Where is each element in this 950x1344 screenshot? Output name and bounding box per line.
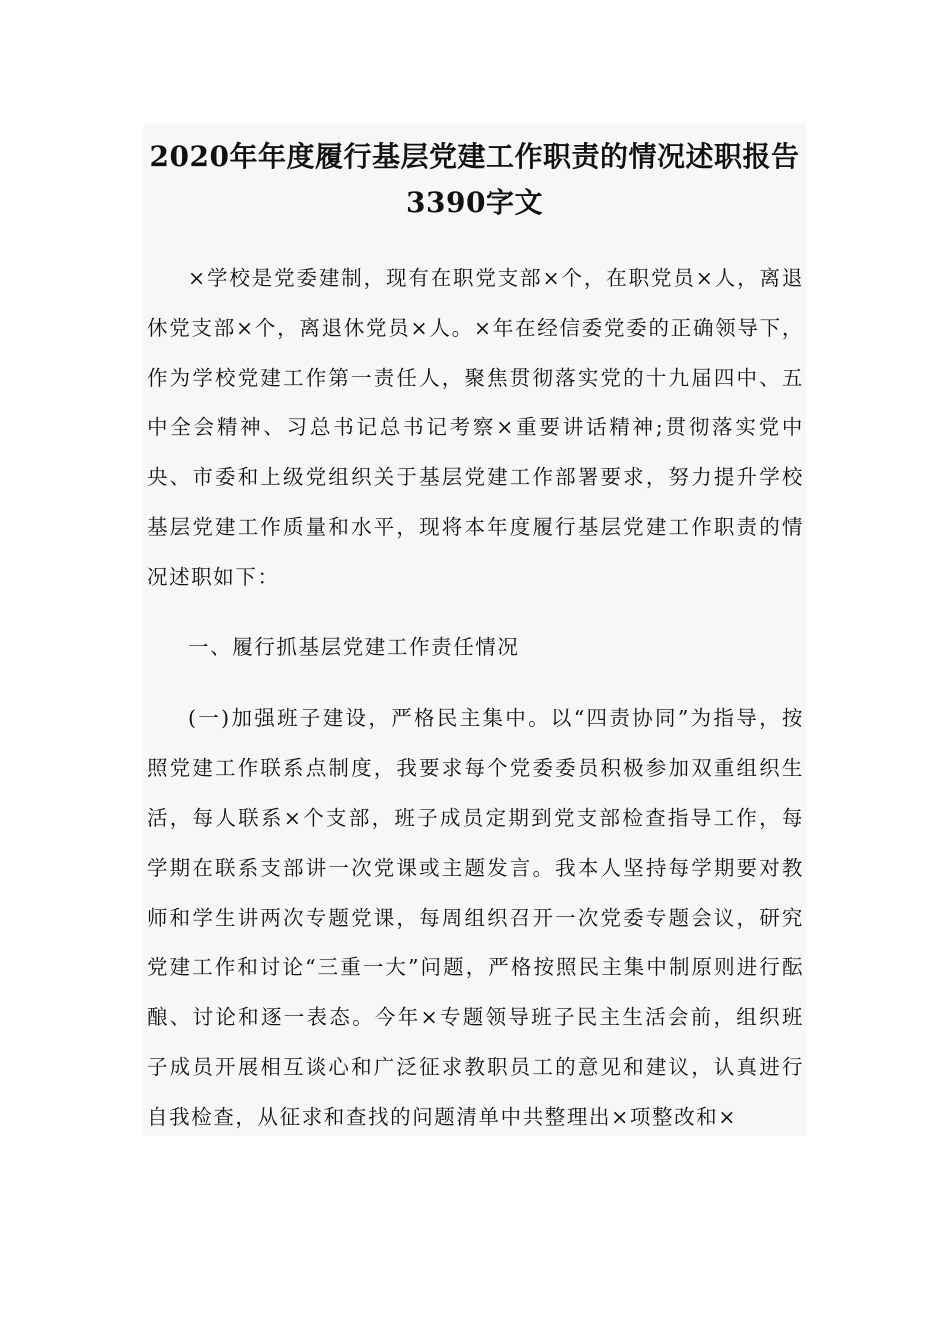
document-body: [143, 254, 806, 1136]
title-line-2: 3390字文: [406, 186, 543, 219]
document-content: [143, 124, 806, 1136]
intro-paragraph: ×学校是党委建制，现有在职党支部×个，在职党员×人，离退休党支部×个，离退休党员×人。×年在经信委党委的正确领导下，作为学校党建工作第一责任人，聚焦贯彻落实党的十九届四中、五中全会精神、习总书记总书记考察×重要讲话精神;贯彻落实党中央、市委和上级党组织关于基层党建工作部署要求，努力提升学校基层党建工作质量和水平，现将本年度履行基层党建工作职责的情况述职如下：: [147, 266, 804, 589]
section-paragraph: (一)加强班子建设，严格民主集中。以“四责协同”为指导，按照党建工作联系点制度，我要求每个党委委员积极参加双重组织生活，每人联系×个支部，班子成员定期到党支部检查指导工作，每学期在联系支部讲一次党课或主题发言。我本人坚持每学期要对教师和学生讲两次专题党课，每周组织召开一次党委专题会议，研究党建工作和讨论“三重一大”问题，严格按照民主集中制原则进行酝酿、讨论和逐一表态。今年×专题领导班子民主生活会前，组织班子成员开展相互谈心和广泛征求教职员工的意见和建议，认真进行自我检查，从征求和查找的问题清单中共整理出×项整改和×: [147, 706, 804, 1129]
document-title: [143, 124, 806, 226]
title-line-1: 2020年年度履行基层党建工作职责的情况述职报告: [149, 140, 800, 173]
section-heading: 一、履行抓基层党建工作责任情况: [188, 634, 520, 659]
